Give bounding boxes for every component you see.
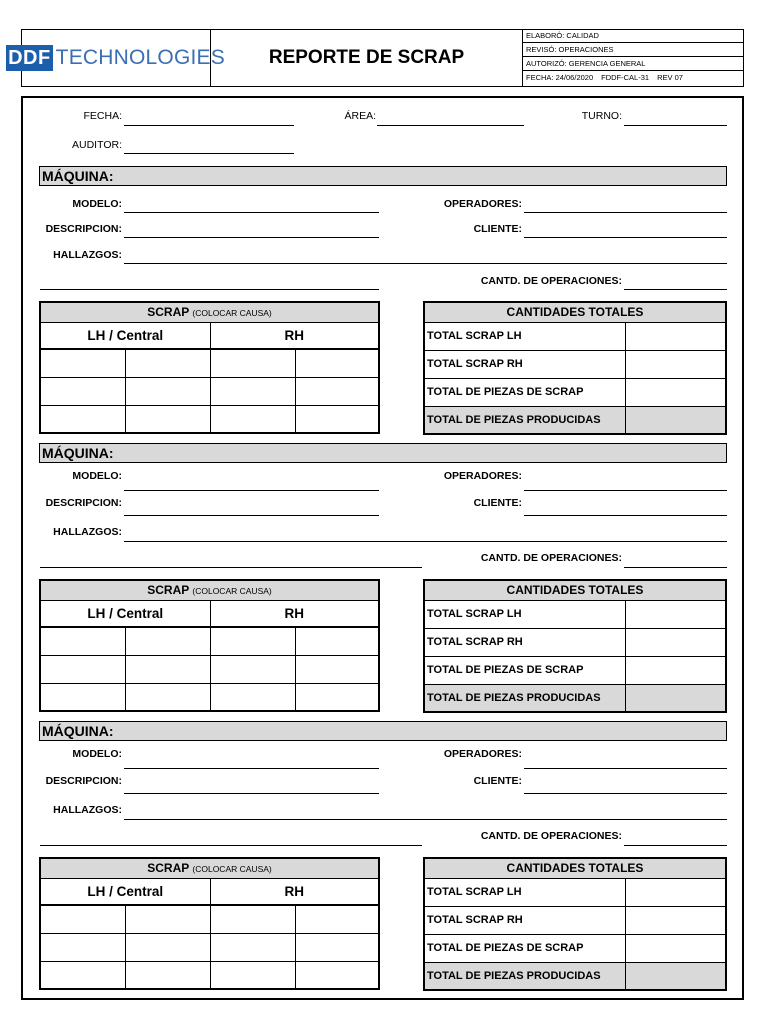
operadores-field[interactable]: [524, 490, 727, 491]
scrap-cell[interactable]: [295, 627, 379, 655]
modelo-field[interactable]: [124, 768, 379, 769]
col-rh: RH: [210, 878, 379, 905]
machine-bar: MÁQUINA:: [39, 166, 727, 186]
scrap-table-header: SCRAP (COLOCAR CAUSA): [40, 302, 379, 322]
modelo-field[interactable]: [124, 490, 379, 491]
total-piezas-scrap-value[interactable]: [625, 656, 726, 684]
scrap-cell[interactable]: [125, 349, 210, 377]
scrap-cell[interactable]: [295, 405, 379, 433]
scrap-cell[interactable]: [295, 961, 379, 989]
meta-elaboro: ELABORÓ: CALIDAD: [523, 29, 744, 43]
total-piezas-producidas-value[interactable]: [625, 684, 726, 712]
total-scrap-rh-label: TOTAL SCRAP RH: [424, 628, 625, 656]
total-scrap-rh-value[interactable]: [625, 350, 726, 378]
meta-rev: REV 07: [657, 73, 683, 82]
scrap-cell[interactable]: [125, 905, 210, 933]
scrap-cell[interactable]: [295, 683, 379, 711]
total-piezas-scrap-label: TOTAL DE PIEZAS DE SCRAP: [424, 934, 625, 962]
turno-field[interactable]: [624, 125, 727, 126]
scrap-cell[interactable]: [125, 627, 210, 655]
hallazgos-field[interactable]: [124, 263, 727, 264]
modelo-label: MODELO:: [72, 198, 122, 210]
scrap-cell[interactable]: [210, 349, 295, 377]
modelo-field[interactable]: [124, 212, 379, 213]
cantd-operaciones-field[interactable]: [624, 567, 727, 568]
totals-table-header: CANTIDADES TOTALES: [424, 858, 726, 878]
scrap-cell[interactable]: [125, 655, 210, 683]
fecha-field[interactable]: [124, 125, 294, 126]
document-meta: [522, 29, 744, 87]
scrap-cell[interactable]: [40, 655, 125, 683]
scrap-cell[interactable]: [295, 905, 379, 933]
col-lh-central: LH / Central: [40, 322, 210, 349]
total-piezas-producidas-value[interactable]: [625, 406, 726, 434]
scrap-cell[interactable]: [210, 933, 295, 961]
hallazgos-field-2[interactable]: [40, 289, 379, 290]
cantd-operaciones-label: CANTD. DE OPERACIONES:: [480, 830, 622, 842]
area-label: ÁREA:: [344, 110, 376, 122]
total-scrap-rh-label: TOTAL SCRAP RH: [424, 906, 625, 934]
col-lh-central: LH / Central: [40, 600, 210, 627]
scrap-cell[interactable]: [210, 405, 295, 433]
scrap-cell[interactable]: [210, 627, 295, 655]
total-piezas-scrap-label: TOTAL DE PIEZAS DE SCRAP: [424, 656, 625, 684]
cantd-operaciones-field[interactable]: [624, 289, 727, 290]
totals-table-header: CANTIDADES TOTALES: [424, 302, 726, 322]
company-logo: [8, 29, 225, 87]
scrap-cell[interactable]: [295, 377, 379, 405]
meta-autorizo: AUTORIZÓ: GERENCIA GENERAL: [523, 57, 744, 71]
auditor-label: AUDITOR:: [72, 139, 122, 151]
modelo-label: MODELO:: [72, 470, 122, 482]
modelo-label: MODELO:: [72, 748, 122, 760]
cantd-operaciones-label: CANTD. DE OPERACIONES:: [480, 275, 622, 287]
total-piezas-producidas-label: TOTAL DE PIEZAS PRODUCIDAS: [424, 406, 625, 434]
meta-code: FDDF-CAL-31: [601, 73, 650, 82]
scrap-table: [39, 857, 380, 990]
total-scrap-lh-label: TOTAL SCRAP LH: [424, 878, 625, 906]
descripcion-field[interactable]: [124, 237, 379, 238]
operadores-label: OPERADORES:: [443, 198, 522, 210]
total-scrap-lh-label: TOTAL SCRAP LH: [424, 600, 625, 628]
scrap-cell[interactable]: [210, 961, 295, 989]
hallazgos-field-2[interactable]: [40, 845, 422, 846]
total-scrap-lh-value[interactable]: [625, 322, 726, 350]
hallazgos-field[interactable]: [124, 819, 727, 820]
scrap-cell[interactable]: [40, 683, 125, 711]
meta-fecha-row: [523, 71, 744, 85]
scrap-cell[interactable]: [40, 377, 125, 405]
scrap-cell[interactable]: [125, 683, 210, 711]
scrap-cell[interactable]: [40, 933, 125, 961]
total-piezas-scrap-value[interactable]: [625, 378, 726, 406]
scrap-cell[interactable]: [125, 377, 210, 405]
document-title: REPORTE DE SCRAP: [268, 47, 465, 68]
machine-bar: MÁQUINA:: [39, 443, 727, 463]
machine-bar: MÁQUINA:: [39, 721, 727, 741]
scrap-cell[interactable]: [40, 961, 125, 989]
total-scrap-rh-value[interactable]: [625, 906, 726, 934]
scrap-cell[interactable]: [295, 655, 379, 683]
cliente-field[interactable]: [524, 793, 727, 794]
descripcion-label: DESCRIPCION:: [45, 775, 122, 787]
total-piezas-producidas-value[interactable]: [625, 962, 726, 990]
operadores-field[interactable]: [524, 212, 727, 213]
totals-table: [423, 857, 727, 991]
scrap-cell[interactable]: [40, 405, 125, 433]
scrap-cell[interactable]: [125, 961, 210, 989]
total-scrap-lh-value[interactable]: [625, 600, 726, 628]
total-piezas-scrap-label: TOTAL DE PIEZAS DE SCRAP: [424, 378, 625, 406]
total-scrap-lh-label: TOTAL SCRAP LH: [424, 322, 625, 350]
hallazgos-field-2[interactable]: [40, 567, 422, 568]
hallazgos-label: HALLAZGOS:: [53, 526, 122, 538]
scrap-cell[interactable]: [40, 905, 125, 933]
operadores-field[interactable]: [524, 768, 727, 769]
total-piezas-producidas-label: TOTAL DE PIEZAS PRODUCIDAS: [424, 684, 625, 712]
scrap-table: [39, 579, 380, 712]
cliente-field[interactable]: [524, 515, 727, 516]
scrap-table-header: SCRAP (COLOCAR CAUSA): [40, 858, 379, 878]
meta-reviso: REVISÓ: OPERACIONES: [523, 43, 744, 57]
cantd-operaciones-field[interactable]: [624, 845, 727, 846]
hallazgos-label: HALLAZGOS:: [53, 804, 122, 816]
total-scrap-rh-value[interactable]: [625, 628, 726, 656]
scrap-table-header: SCRAP (COLOCAR CAUSA): [40, 580, 379, 600]
col-rh: RH: [210, 600, 379, 627]
descripcion-label: DESCRIPCION:: [45, 497, 122, 509]
scrap-cell[interactable]: [125, 933, 210, 961]
total-scrap-rh-label: TOTAL SCRAP RH: [424, 350, 625, 378]
logo-ddf: DDF: [8, 47, 51, 69]
descripcion-field[interactable]: [124, 793, 379, 794]
logo-technologies: TECHNOLOGIES: [55, 46, 225, 69]
turno-label: TURNO:: [581, 110, 622, 122]
descripcion-label: DESCRIPCION:: [45, 223, 122, 235]
operadores-label: OPERADORES:: [443, 470, 522, 482]
scrap-cell[interactable]: [295, 349, 379, 377]
totals-table: [423, 301, 727, 435]
scrap-cell[interactable]: [210, 683, 295, 711]
scrap-cell[interactable]: [295, 933, 379, 961]
cliente-field[interactable]: [524, 237, 727, 238]
hallazgos-label: HALLAZGOS:: [53, 249, 122, 261]
fecha-label: FECHA:: [83, 110, 122, 122]
totals-table: [423, 579, 727, 713]
area-field[interactable]: [377, 125, 524, 126]
hallazgos-field[interactable]: [124, 541, 727, 542]
totals-table-header: CANTIDADES TOTALES: [424, 580, 726, 600]
total-piezas-scrap-value[interactable]: [625, 934, 726, 962]
col-lh-central: LH / Central: [40, 878, 210, 905]
scrap-cell[interactable]: [210, 905, 295, 933]
scrap-cell[interactable]: [40, 349, 125, 377]
descripcion-field[interactable]: [124, 515, 379, 516]
scrap-table: [39, 301, 380, 434]
auditor-field[interactable]: [124, 153, 294, 154]
cantd-operaciones-label: CANTD. DE OPERACIONES:: [480, 552, 622, 564]
scrap-cell[interactable]: [210, 655, 295, 683]
total-piezas-producidas-label: TOTAL DE PIEZAS PRODUCIDAS: [424, 962, 625, 990]
cliente-label: CLIENTE:: [473, 223, 522, 235]
scrap-cell[interactable]: [40, 627, 125, 655]
scrap-cell[interactable]: [210, 377, 295, 405]
col-rh: RH: [210, 322, 379, 349]
scrap-cell[interactable]: [125, 405, 210, 433]
operadores-label: OPERADORES:: [443, 748, 522, 760]
cliente-label: CLIENTE:: [473, 497, 522, 509]
cliente-label: CLIENTE:: [473, 775, 522, 787]
meta-fecha: FECHA: 24/06/2020: [526, 73, 594, 82]
total-scrap-lh-value[interactable]: [625, 878, 726, 906]
